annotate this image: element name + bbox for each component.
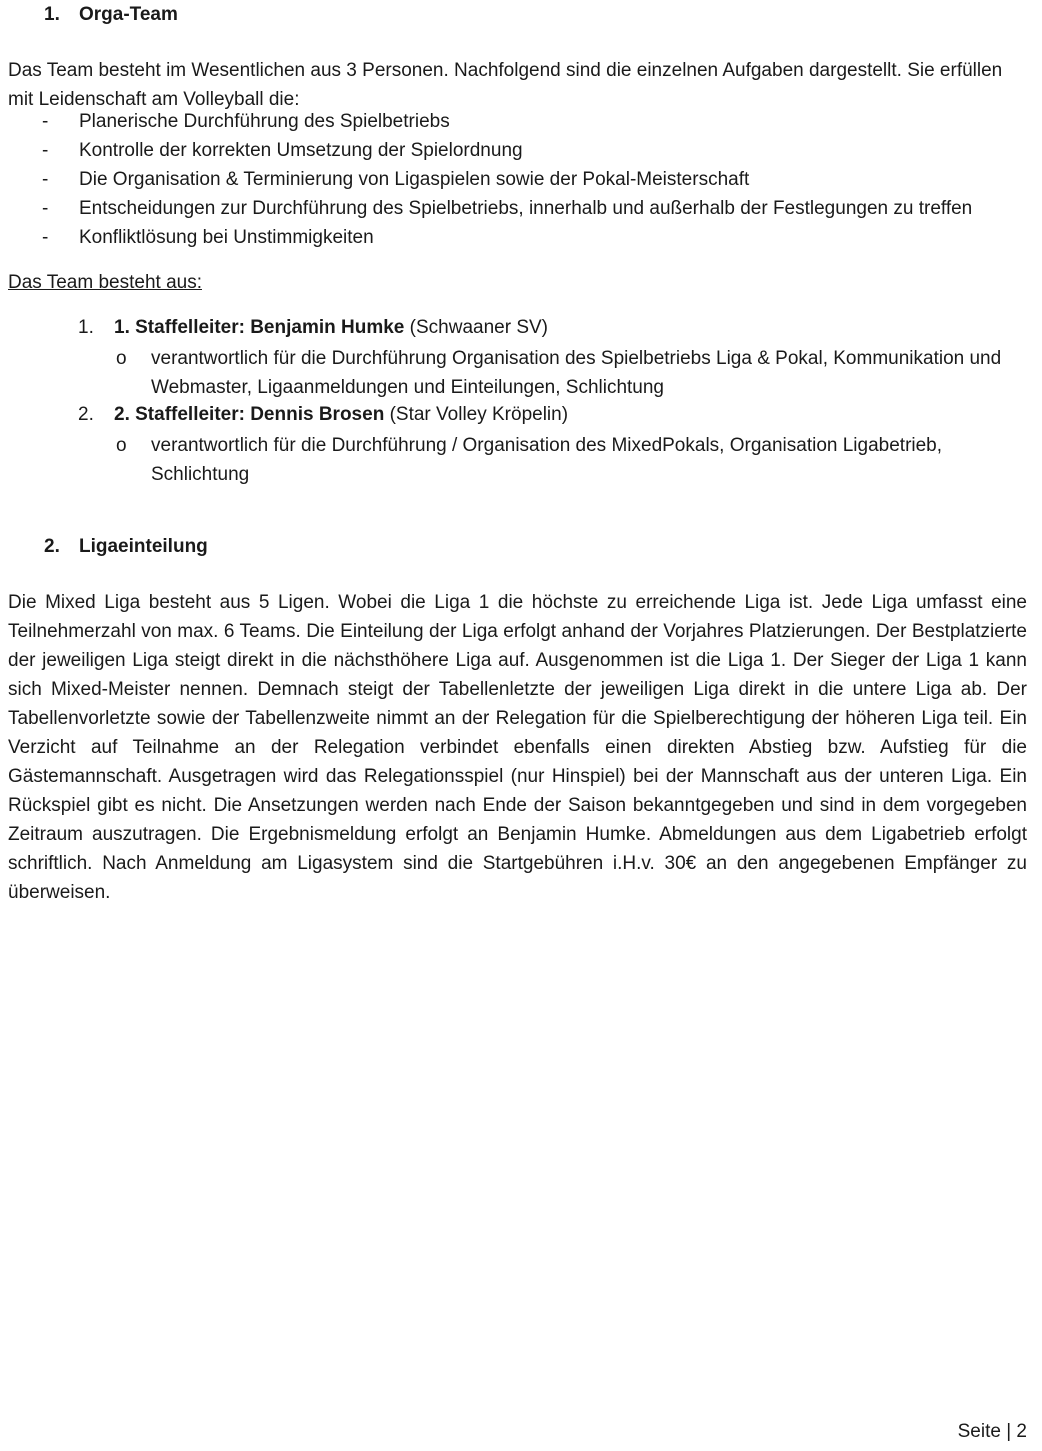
team-label: Das Team besteht aus: bbox=[8, 272, 202, 293]
page-number-footer: Seite | 2 bbox=[957, 1421, 1027, 1442]
dash-bullet: - bbox=[42, 169, 49, 190]
duties-text: verantwortlich für die Durchführung Organisation des Spielbetriebs Liga & Pokal, Kommunikation und Webmaster, Ligaanmeldungen und Einteilungen, Schlichtung bbox=[151, 348, 1002, 398]
dash-bullet: - bbox=[42, 198, 49, 219]
circle-bullet: o bbox=[116, 435, 127, 456]
member-item bbox=[78, 317, 548, 339]
member-role: 2. Staffelleiter: Dennis Brosen bbox=[114, 404, 385, 425]
dash-bullet: - bbox=[42, 140, 49, 161]
list-item-text: Kontrolle der korrekten Umsetzung der Spielordnung bbox=[79, 140, 523, 161]
member-number: 1. bbox=[78, 317, 94, 338]
duties-text: verantwortlich für die Durchführung / Organisation des MixedPokals, Organisation Ligabetrieb, Schlichtung bbox=[151, 435, 943, 485]
section-title: Orga-Team bbox=[79, 4, 178, 25]
list-item-text: Planerische Durchführung des Spielbetriebs bbox=[79, 111, 450, 132]
member-duties bbox=[116, 344, 1027, 402]
list-item bbox=[42, 140, 523, 162]
list-item-text: Konfliktlösung bei Unstimmigkeiten bbox=[79, 227, 374, 248]
member-club: (Schwaaner SV) bbox=[404, 317, 548, 338]
list-item bbox=[42, 111, 450, 133]
section-heading-ligaeinteilung bbox=[44, 536, 208, 558]
list-item bbox=[42, 169, 749, 191]
intro-paragraph: Das Team besteht im Wesentlichen aus 3 Personen. Nachfolgend sind die einzelnen Aufgaben dargestellt. Sie erfüllen mit Leidenschaft am Volleyball die: bbox=[8, 60, 1003, 110]
section-number: 2. bbox=[44, 536, 60, 557]
member-club: (Star Volley Kröpelin) bbox=[384, 404, 569, 425]
member-item bbox=[78, 404, 568, 426]
member-role: 1. Staffelleiter: Benjamin Humke bbox=[114, 317, 405, 338]
section-number: 1. bbox=[44, 4, 60, 25]
league-paragraph: Die Mixed Liga besteht aus 5 Ligen. Wobei die Liga 1 die höchste zu erreichende Liga ist. Jede Liga umfasst eine Teilnehmerzahl von max. 6 Teams. Die Einteilung der Liga erfolgt anhand der Vorjahres Platzierungen. Der Bestplatzierte der jeweiligen Liga steigt direkt in die nächsthöhere Liga auf. Ausgenommen ist die Liga 1. Der Sieger der Liga 1 kann sich Mixed-Meister nennen. Demnach steigt der Tabellenletzte der jeweiligen Liga direkt in die untere Liga ab. Der Tabellenvorletzte sowie der Tabellenzweite nimmt an der Relegation für die Spielberechtigung der höheren Liga teil. Ein Verzicht auf Teilnahme an der Relegation verbindet ebenfalls einen direkten Abstieg bzw. Aufstieg für die Gästemannschaft. Ausgetragen wird das Relegationsspiel (nur Hinspiel) bei der Mannschaft aus der unteren Liga. Ein Rückspiel gibt es nicht. Die Ansetzungen werden nach Ende der Saison bekanntgegeben und sind in dem vorgegeben Zeitraum auszutragen. Die Ergebnismeldung erfolgt an Benjamin Humke. Abmeldungen aus dem Ligabetrieb erfolgt schriftlich. Nach Anmeldung am Ligasystem sind die Startgebühren i.H.v. 30€ an den angegebenen Empfänger zu überweisen. bbox=[8, 592, 1027, 903]
list-item bbox=[42, 198, 972, 220]
member-duties bbox=[116, 431, 1027, 489]
list-item-text: Entscheidungen zur Durchführung des Spielbetriebs, innerhalb und außerhalb der Festlegungen zu treffen bbox=[79, 198, 973, 219]
list-item-text: Die Organisation & Terminierung von Ligaspielen sowie der Pokal-Meisterschaft bbox=[79, 169, 750, 190]
section-heading-orga-team bbox=[44, 4, 178, 26]
member-number: 2. bbox=[78, 404, 94, 425]
section-title: Ligaeinteilung bbox=[79, 536, 208, 557]
list-item bbox=[42, 227, 374, 249]
dash-bullet: - bbox=[42, 227, 49, 248]
circle-bullet: o bbox=[116, 348, 127, 369]
dash-bullet: - bbox=[42, 111, 49, 132]
